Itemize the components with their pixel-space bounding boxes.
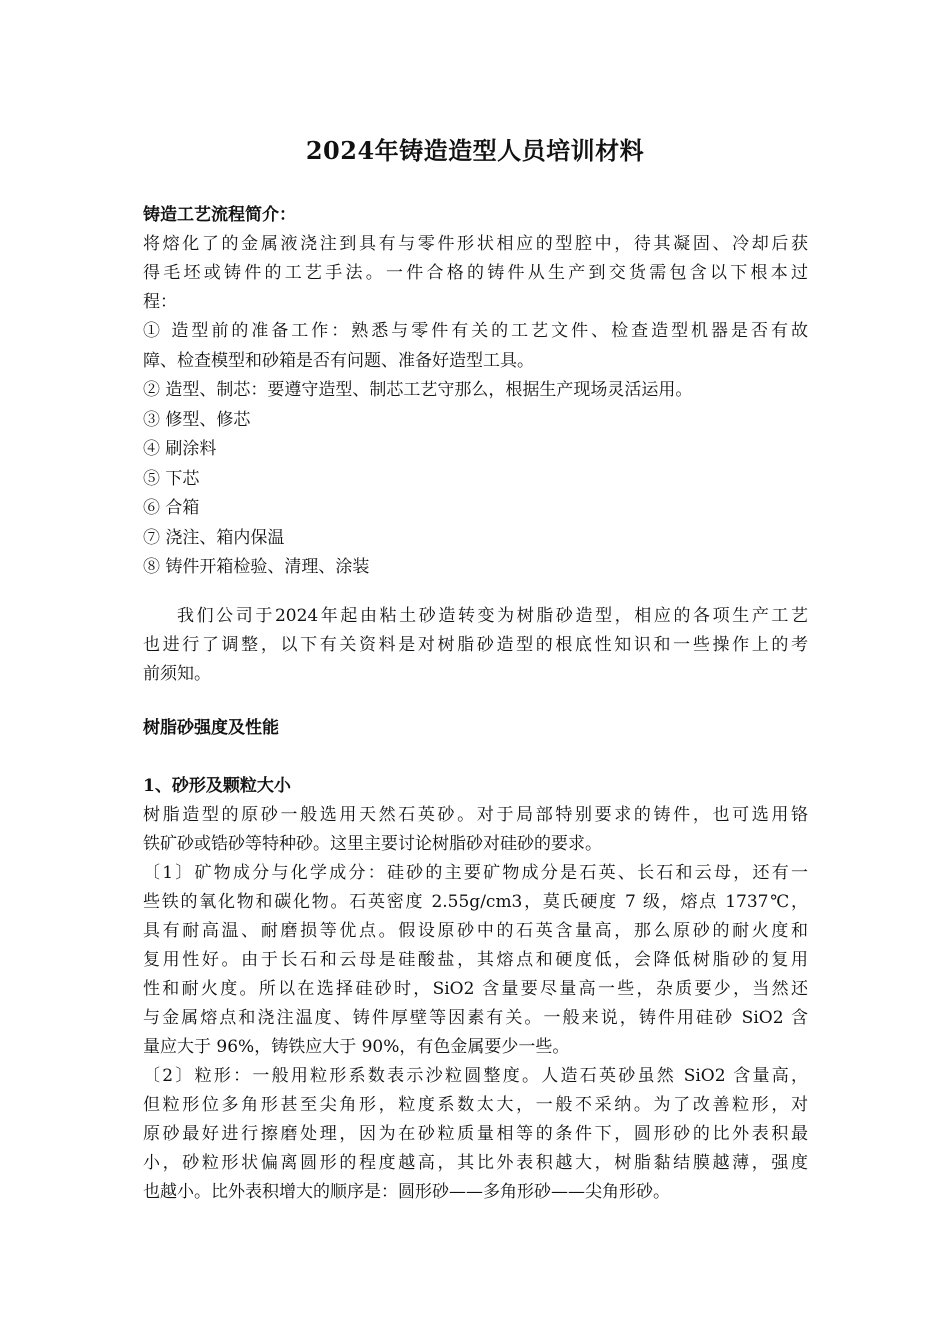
paragraph-grain-shape bbox=[143, 1062, 808, 1207]
process-steps-list bbox=[143, 317, 808, 583]
section-heading: 铸造工艺流程简介： bbox=[143, 205, 296, 225]
text-line: 小，砂粒形状偏离圆形的程度越高，其比外表积越大，树脂黏结膜越薄，强度 bbox=[143, 1153, 808, 1173]
company-note-paragraph bbox=[143, 602, 808, 689]
text-line: 具有耐高温、耐磨损等优点。假设原砂中的石英含量高，那么原砂的耐火度和 bbox=[143, 921, 808, 941]
text-line: 程： bbox=[143, 292, 177, 312]
list-item: ⑧ 铸件开箱检验、清理、涂装 bbox=[143, 557, 370, 577]
document-title: 2024年铸造造型人员培训材料 bbox=[305, 136, 645, 165]
text-line: 些铁的氧化物和碳化物。石英密度 2.55g/cm3，莫氏硬度 7 级，熔点 1737℃， bbox=[143, 892, 808, 912]
text-line: 前须知。 bbox=[143, 664, 211, 684]
text-line: 〔1〕矿物成分与化学成分：硅砂的主要矿物成分是石英、长石和云母，还有一 bbox=[143, 863, 808, 883]
paragraph-raw-sand bbox=[143, 801, 808, 859]
section-heading: 树脂砂强度及性能 bbox=[143, 718, 279, 738]
text-line: 我们公司于2024年起由粘土砂造转变为树脂砂造型，相应的各项生产工艺 bbox=[177, 606, 808, 626]
subsection-sand-shape bbox=[143, 772, 808, 1207]
list-item: ② 造型、制芯：要遵守造型、制芯工艺守那么，根据生产现场灵活运用。 bbox=[143, 380, 693, 400]
list-item: ⑥ 合箱 bbox=[143, 498, 200, 518]
text-line: 〔2〕粒形：一般用粒形系数表示沙粒圆整度。人造石英砂虽然 SiO2 含量高， bbox=[143, 1066, 808, 1086]
text-line: 将熔化了的金属液浇注到具有与零件形状相应的型腔中，待其凝固、冷却后获 bbox=[143, 234, 808, 254]
text-line: 得毛坯或铸件的工艺手法。一件合格的铸件从生产到交货需包含以下根本过 bbox=[143, 263, 808, 283]
list-item: ⑤ 下芯 bbox=[143, 468, 200, 489]
text-line: 铁矿砂或锆砂等特种砂。这里主要讨论树脂砂对硅砂的要求。 bbox=[143, 834, 602, 854]
text-line: 与金属熔点和浇注温度、铸件厚壁等因素有关。一般来说，铸件用硅砂 SiO2 含 bbox=[143, 1008, 808, 1028]
text-line: 也越小。比外表积增大的顺序是：圆形砂——多角形砂——尖角形砂。 bbox=[143, 1182, 670, 1202]
text-line: 复用性好。由于长石和云母是硅酸盐，其熔点和硬度低，会降低树脂砂的复用 bbox=[143, 950, 808, 970]
subsection-heading: 1、砂形及颗粒大小 bbox=[143, 776, 291, 796]
paragraph-mineral-composition bbox=[143, 859, 808, 1062]
intro-paragraph bbox=[143, 230, 808, 317]
section-process-intro bbox=[143, 201, 808, 583]
section-resin-sand bbox=[143, 714, 808, 743]
list-item: ③ 修型、修芯 bbox=[143, 409, 251, 430]
text-line: 也进行了调整，以下有关资料是对树脂砂造型的根底性知识和一些操作上的考 bbox=[143, 635, 808, 655]
text-line: 原砂最好进行擦磨处理，因为在砂粒质量相等的条件下，圆形砂的比外表积最 bbox=[143, 1124, 808, 1144]
text-line: 但粒形位多角形甚至尖角形，粒度系数太大，一般不采纳。为了改善粒形，对 bbox=[143, 1095, 808, 1115]
list-item: ⑦ 浇注、箱内保温 bbox=[143, 527, 285, 548]
list-item: 障、检查模型和砂箱是否有问题、准备好造型工具。 bbox=[143, 350, 534, 371]
text-line: 树脂造型的原砂一般选用天然石英砂。对于局部特别要求的铸件，也可选用铬 bbox=[143, 805, 808, 825]
text-line: 量应大于 96%，铸铁应大于 90%，有色金属要少一些。 bbox=[143, 1037, 570, 1057]
text-line: 性和耐火度。所以在选择硅砂时，SiO2 含量要尽量高一些，杂质要少，当然还 bbox=[143, 979, 808, 999]
list-item: ① 造型前的准备工作：熟悉与零件有关的工艺文件、检查造型机器是否有故 bbox=[143, 321, 808, 341]
list-item: ④ 刷涂料 bbox=[143, 439, 217, 459]
